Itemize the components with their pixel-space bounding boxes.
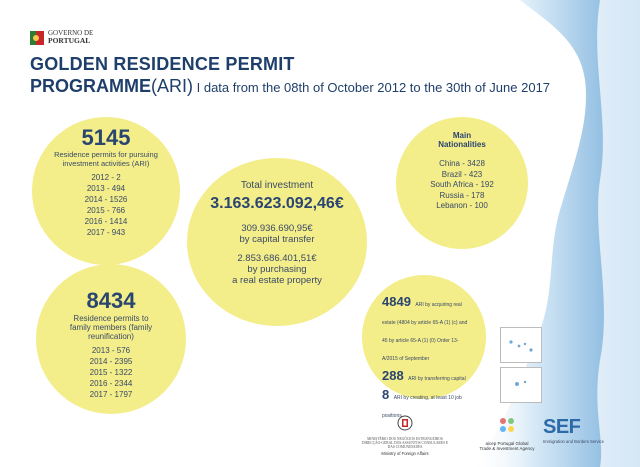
azores-islands-icon (501, 328, 541, 362)
breakdown-capital-text: ARI by transferring capital (408, 376, 466, 382)
total-investment-circle (187, 158, 367, 326)
title-ari: (ARI) (151, 76, 193, 96)
aicep-logo (477, 414, 537, 451)
family-permits-label: Residence permits to family members (family reunification) (69, 314, 153, 341)
year-row: 2014 - 1526 (84, 195, 128, 204)
page-title-line2 (30, 76, 550, 97)
government-logo-text (48, 30, 93, 45)
year-row: 2012 - 2 (91, 173, 121, 182)
sef-logo-text: SEF (543, 416, 581, 438)
family-permits-total: 8434 (86, 288, 136, 313)
logo-line2: PORTUGAL (48, 36, 91, 45)
real-estate-amount: 2.853.686.401,51€ (237, 253, 317, 264)
nationality-item: Lebanon - 100 (436, 201, 488, 210)
nationalities-title-2: Nationalities (438, 140, 486, 149)
year-row: 2017 - 943 (86, 228, 126, 237)
investment-permits-label: Residence permits for pursuing investment activities (ARI) (54, 150, 158, 168)
breakdown-capital-number: 288 (382, 368, 404, 383)
mne-caption: Ministry of Foreign Affairs (381, 451, 429, 456)
investment-breakdown-circle (362, 275, 486, 419)
title-date-range: I data from the 08th of October 2012 to the 30th of June 2017 (193, 80, 551, 95)
sef-caption: Immigration and Borders Service (543, 439, 604, 444)
breakdown-real-estate-number: 4849 (382, 294, 411, 309)
title-programme: PROGRAMME (30, 76, 151, 96)
nationality-item: South Africa - 192 (430, 180, 494, 189)
coat-of-arms-icon (396, 414, 414, 432)
year-row: 2013 - 494 (86, 184, 126, 193)
azores-inset (500, 327, 542, 363)
real-estate-label-1: by purchasing (247, 264, 307, 275)
breakdown-capital (362, 367, 486, 385)
breakdown-jobs-number: 8 (382, 387, 390, 402)
aicep-name: aicep Portugal Global (485, 441, 529, 446)
nationality-item: China - 3428 (439, 159, 485, 168)
year-row: 2015 - 1322 (89, 368, 133, 377)
year-row: 2016 - 1414 (84, 217, 128, 226)
logo-line1: GOVERNO DE (48, 29, 94, 37)
capital-transfer-label: by capital transfer (239, 234, 315, 245)
nationality-item: Brazil - 423 (441, 169, 483, 179)
nationality-item: Russia - 178 (439, 190, 485, 200)
nationalities-circle (396, 117, 528, 249)
breakdown-real-estate-text: ARI by acquiring real estate (4804 by article 65-A (1) (c) and 45 by article 65-A (1) (0) Order 13-A/2015 of September (382, 302, 468, 362)
mne-line3: DAS COMUNIDADES (387, 445, 423, 449)
mne-line1: MINISTÉRIO DOS NEGÓCIOS ESTRANGEIROS (367, 437, 443, 441)
year-row: 2015 - 766 (86, 206, 126, 215)
madeira-islands-icon (501, 368, 541, 402)
mne-line2: DIRECÇÃO-GERAL DOS ASSUNTOS CONSULARES E (361, 441, 449, 445)
year-row: 2016 - 2344 (89, 379, 133, 388)
year-row: 2017 - 1797 (89, 390, 133, 399)
year-row: 2014 - 2395 (89, 357, 133, 366)
total-investment-value: 3.163.623.092,46€ (210, 195, 344, 212)
real-estate-label-2: a real estate property (232, 275, 322, 286)
sef-logo (543, 416, 637, 444)
year-row: 2013 - 576 (91, 346, 131, 355)
nationalities-list (396, 159, 528, 212)
page-title-line1: GOLDEN RESIDENCE PERMIT (30, 54, 295, 74)
investment-permits-years (32, 172, 180, 238)
family-permits-circle (36, 264, 186, 414)
mne-logo (355, 414, 455, 456)
capital-transfer-amount: 309.936.690,95€ (241, 223, 313, 234)
nationalities-title-1: Main (452, 131, 472, 140)
portugal-flag-icon (30, 31, 44, 45)
investment-permits-total: 5145 (81, 125, 131, 150)
family-permits-years (36, 345, 186, 400)
madeira-inset (500, 367, 542, 403)
islands-insets (500, 327, 542, 407)
aicep-caption: Trade & Investment Agency (479, 446, 535, 451)
government-logo (30, 30, 93, 45)
aicep-dots-icon (496, 414, 518, 436)
total-investment-label: Total investment (240, 180, 314, 191)
footer-logos (0, 410, 640, 467)
breakdown-real-estate (362, 293, 486, 365)
breakdown-jobs-text: ARI by creating, at least 10 job positions (382, 395, 462, 419)
investment-permits-circle (32, 117, 180, 265)
